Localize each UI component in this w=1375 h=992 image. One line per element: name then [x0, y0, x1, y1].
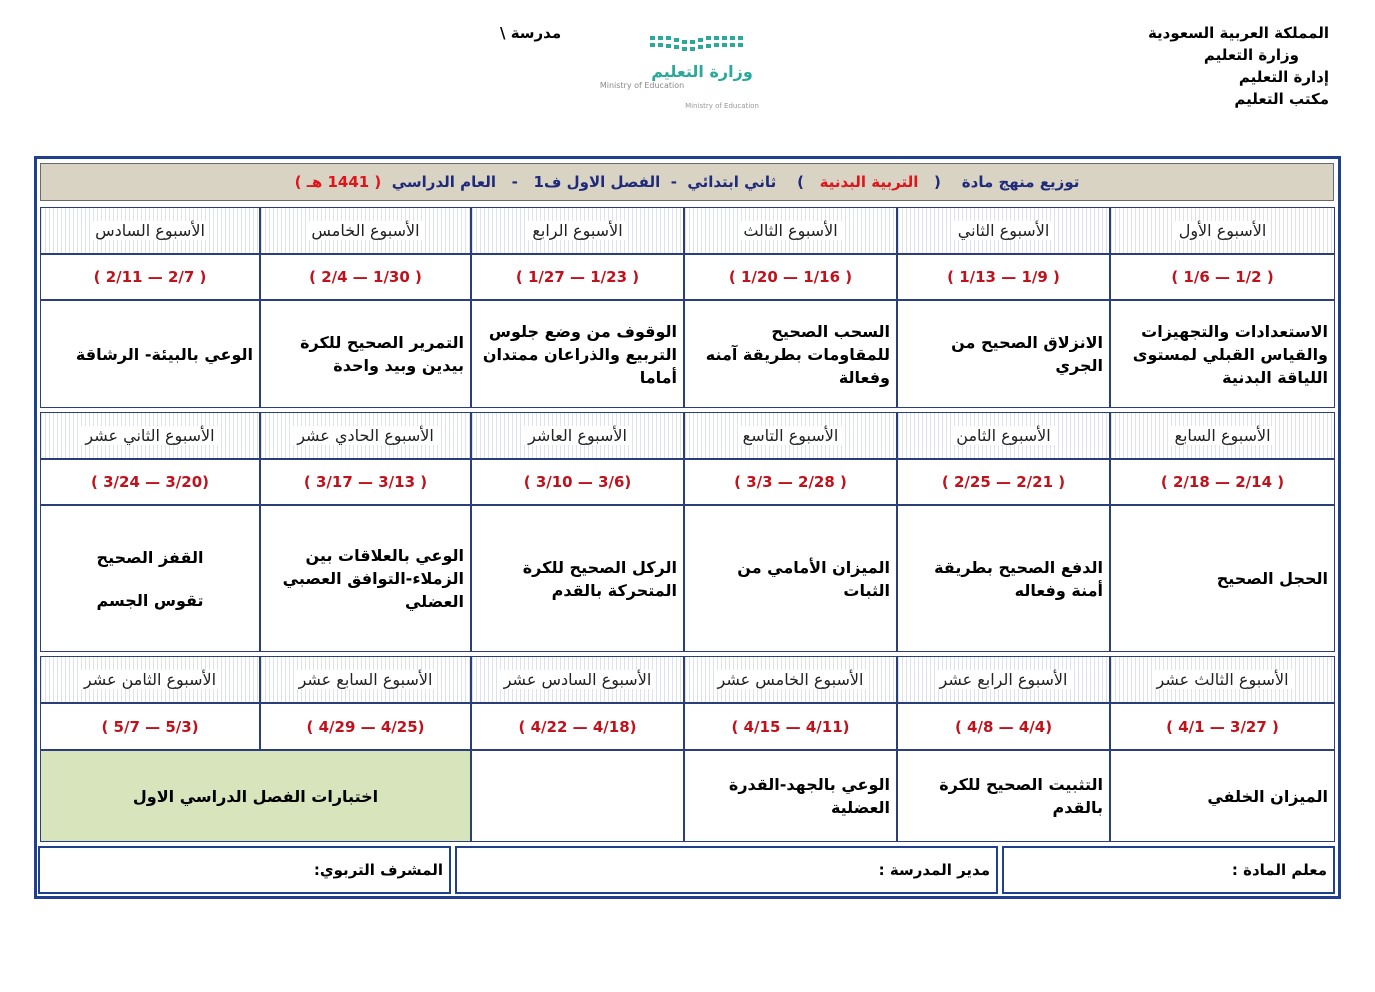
week-label: الأسبوع السادس عشر	[500, 670, 656, 689]
week-content: الركل الصحيح للكرة المتحركة بالقدم	[522, 557, 677, 600]
week-label: الأسبوع العاشر	[524, 426, 631, 445]
week-date-cell	[260, 703, 471, 750]
week-content-cell	[40, 300, 260, 408]
week-header-cell	[40, 412, 260, 459]
exams-cell	[40, 750, 471, 842]
title-part1: توزيع منهج مادة	[961, 173, 1080, 191]
week-label: الأسبوع الخامس عشر	[714, 670, 868, 689]
week-label: الأسبوع الثالث	[739, 221, 841, 240]
week-date-cell	[1110, 254, 1335, 300]
week-date: ( 1/9 — 1/13 )	[947, 268, 1060, 286]
week-label: الأسبوع الثامن عشر	[80, 670, 220, 689]
supervisor-signature-box	[38, 846, 451, 894]
week-content-cell	[1110, 300, 1335, 408]
week-content-wrapper	[47, 546, 253, 612]
supervisor-signature-label: المشرف التربوي:	[313, 861, 443, 879]
title-year-value: ( 1441 هـ )	[294, 173, 382, 191]
teacher-signature-label: معلم المادة :	[1231, 861, 1327, 879]
week-date: ( 2/7 — 2/11 )	[93, 268, 207, 286]
week-date-cell	[471, 703, 684, 750]
week-date-cell	[260, 459, 471, 505]
week-content: الحجل الصحيح	[1216, 569, 1328, 588]
week-header-cell	[471, 207, 684, 254]
week-date: (4/18 — 4/22 )	[518, 717, 637, 736]
school-label: مدرسة \	[500, 24, 562, 42]
title-grade: ثاني ابتدائي	[687, 173, 777, 191]
week-content: الميزان الخلفي	[1207, 786, 1328, 806]
week-date: ( 1/2 — 1/6 )	[1171, 268, 1274, 286]
kingdom-text: المملكة العربية السعودية	[1147, 24, 1329, 42]
week-header-cell	[1110, 412, 1335, 459]
week-label: الأسبوع الحادي عشر	[293, 426, 438, 445]
week-header-cell	[1110, 656, 1335, 703]
week-content-cell	[897, 505, 1110, 652]
week-content: الوعي بالجهد-القدرة العضلية	[728, 775, 890, 817]
header-ministry-block	[1109, 22, 1329, 110]
week-date: ( 2/21 — 2/25 )	[941, 473, 1066, 491]
week-header-cell	[40, 207, 260, 254]
title-term: الفصل الاول ف1	[533, 173, 661, 191]
title-subject: التربية البدنية	[819, 173, 919, 191]
week-content-wrapper	[1117, 567, 1328, 590]
week-date-cell	[40, 459, 260, 505]
week-date-cell	[471, 254, 684, 300]
week-header-cell	[260, 412, 471, 459]
week-content: الانزلاق الصحيح من الجري	[951, 333, 1103, 375]
week-date: (5/3 — 5/7 )	[101, 717, 199, 736]
week-header-cell	[260, 207, 471, 254]
week-label: الأسبوع السادس	[91, 221, 209, 240]
week-content-wrapper	[47, 343, 253, 366]
week-date-cell	[40, 703, 260, 750]
week-label: الأسبوع الخامس	[307, 221, 423, 240]
ministry-logo	[592, 30, 762, 115]
week-content-wrapper	[267, 544, 464, 613]
week-date-cell	[1110, 459, 1335, 505]
week-content-wrapper	[1117, 320, 1328, 389]
week-header-cell	[684, 207, 897, 254]
week-content-wrapper	[904, 556, 1103, 602]
week-content: الوعي بالعلاقات بين الزملاء-التوافق العصبي العضلي	[282, 546, 464, 611]
week-date-cell	[684, 254, 897, 300]
week-date-cell	[471, 459, 684, 505]
week-content-wrapper	[691, 556, 890, 602]
week-date-cell	[40, 254, 260, 300]
week-date-cell	[684, 703, 897, 750]
week-header-cell	[897, 412, 1110, 459]
week-date-cell	[897, 254, 1110, 300]
week-date: (3/6 — 3/10 )	[523, 473, 632, 491]
week-label: الأسبوع السابع	[1170, 426, 1274, 445]
exams-label: اختبارات الفصل الدراسي الاول	[132, 786, 379, 806]
week-label: الأسبوع الثامن	[952, 426, 1054, 445]
logo-english-text: Ministry of Education	[599, 81, 685, 90]
week-date-cell	[260, 254, 471, 300]
week-content-line2: تقوس الجسم	[96, 590, 204, 610]
week-date: ( 3/27 — 4/1 )	[1166, 717, 1279, 736]
week-date: ( 1/16 — 1/20 )	[728, 268, 853, 286]
ministry-text: وزارة التعليم	[1203, 46, 1299, 64]
week-content-wrapper	[267, 331, 464, 377]
week-label: الأسبوع السابع عشر	[295, 670, 437, 689]
week-content-cell	[1110, 505, 1335, 652]
week-header-cell	[1110, 207, 1335, 254]
week-content-cell	[471, 505, 684, 652]
week-content-wrapper	[691, 320, 890, 389]
week-content-cell	[897, 300, 1110, 408]
title-sep2: -	[511, 173, 518, 191]
week-header-cell	[897, 656, 1110, 703]
week-content-cell	[684, 300, 897, 408]
week-label: الأسبوع التاسع	[739, 426, 843, 445]
week-header-cell	[40, 656, 260, 703]
week-label: الأسبوع الرابع	[528, 221, 626, 240]
week-date-cell	[1110, 703, 1335, 750]
week-date: ( 1/30 — 2/4 )	[309, 268, 422, 286]
week-content-cell	[897, 750, 1110, 842]
week-content-wrapper	[1117, 785, 1328, 808]
week-header-cell	[684, 412, 897, 459]
week-content: التمرير الصحيح للكرة بيدين وبيد واحدة	[300, 333, 464, 375]
week-content: الاستعدادات والتجهيزات والقياس القبلي لمستوى اللياقة البدنية	[1132, 321, 1328, 387]
week-header-cell	[260, 656, 471, 703]
week-label: الأسبوع الثاني عشر	[81, 426, 218, 445]
week-content-cell	[1110, 750, 1335, 842]
week-content: الوعي بالبيئة- الرشاقة	[75, 344, 253, 364]
week-header-cell	[684, 656, 897, 703]
week-header-cell	[897, 207, 1110, 254]
week-date: (4/11 — 4/15 )	[731, 717, 850, 736]
week-content-cell	[40, 505, 260, 652]
teacher-signature-box	[1002, 846, 1335, 894]
title-open-paren: (	[934, 173, 941, 191]
title-close-paren: )	[797, 173, 804, 191]
week-header-cell	[471, 656, 684, 703]
week-date-cell	[684, 459, 897, 505]
week-content: القفز الصحيح	[96, 547, 204, 567]
week-date: ( 3/13 — 3/17 )	[303, 473, 428, 491]
ministry-logo-icon	[592, 30, 762, 115]
principal-signature-label: مدير المدرسة :	[878, 861, 990, 879]
week-content-cell	[684, 750, 897, 842]
week-content-cell	[471, 750, 684, 842]
week-content-cell	[260, 505, 471, 652]
week-content-cell	[471, 300, 684, 408]
directorate-text: إدارة التعليم	[1238, 68, 1329, 86]
week-label: الأسبوع الأول	[1175, 221, 1271, 240]
logo-english-text-2: Ministry of Education	[685, 102, 759, 110]
title-sep1: -	[670, 173, 677, 191]
week-content-wrapper	[478, 556, 677, 602]
week-date: ( 2/14 — 2/18 )	[1160, 473, 1285, 491]
week-date-cell	[897, 703, 1110, 750]
week-content-wrapper	[904, 773, 1103, 819]
principal-signature-box	[455, 846, 998, 894]
office-text: مكتب التعليم	[1234, 90, 1329, 108]
week-content: التثبيت الصحيح للكرة بالقدم	[939, 775, 1103, 817]
week-content: الميزان الأمامي من الثبات	[737, 557, 890, 600]
week-date: ( 1/23 — 1/27 )	[515, 268, 640, 286]
week-content: الدفع الصحيح بطريقة أمنة وفعاله	[934, 557, 1103, 600]
week-content-wrapper	[691, 773, 890, 819]
week-date: (4/25 — 4/29 )	[306, 717, 425, 736]
week-label: الأسبوع الثالث عشر	[1152, 670, 1292, 689]
week-label: الأسبوع الرابع عشر	[936, 670, 1072, 689]
week-date-cell	[897, 459, 1110, 505]
week-content-wrapper	[904, 331, 1103, 377]
week-content-wrapper	[478, 320, 677, 389]
week-content: السحب الصحيح للمقاومات بطريقة آمنه وفعالة	[705, 321, 890, 387]
week-date: (4/4 — 4/8 )	[954, 717, 1053, 736]
week-header-cell	[471, 412, 684, 459]
week-content: الوقوف من وضع جلوس التربيع والذراعان ممتدان أماما	[482, 321, 677, 387]
week-content-cell	[684, 505, 897, 652]
title-year-label: العام الدراسي	[391, 173, 496, 191]
week-content-cell	[260, 300, 471, 408]
week-date: (3/20 — 3/24 )	[91, 473, 209, 491]
week-date: ( 2/28 — 3/3 )	[734, 473, 847, 491]
logo-arabic-text: وزارة التعليم	[651, 62, 753, 81]
week-label: الأسبوع الثاني	[954, 221, 1054, 240]
plan-title	[40, 163, 1334, 201]
